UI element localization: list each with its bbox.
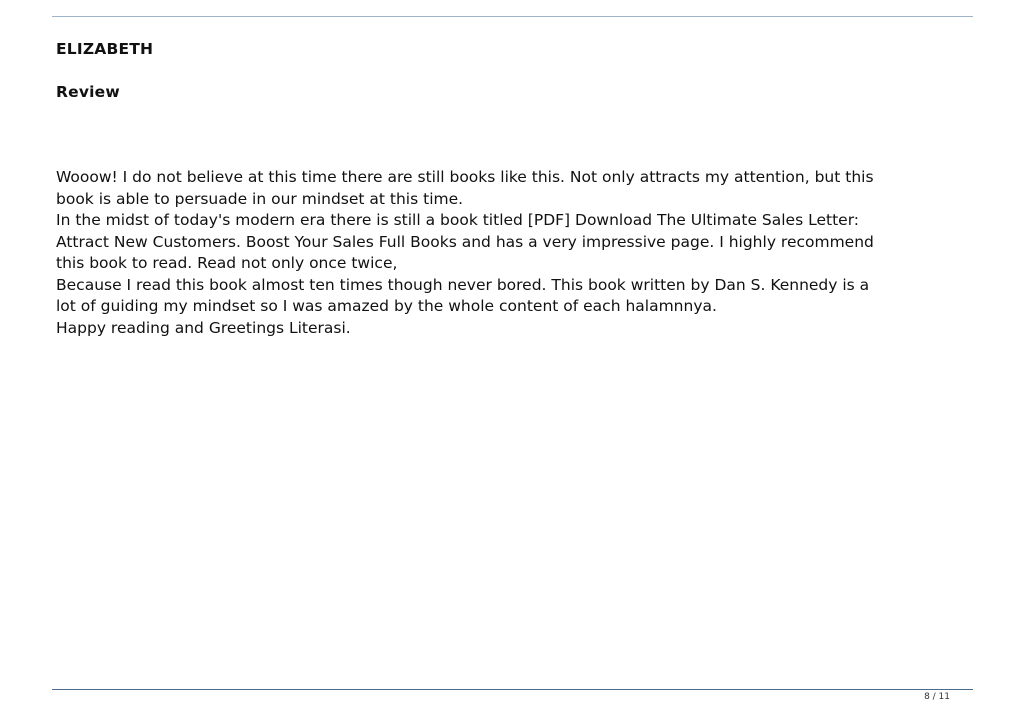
author-name: ELIZABETH [56,40,154,58]
review-text [56,167,971,339]
review-line: Attract New Customers. Boost Your Sales Full Books and has a very impressive page. I highly recommend [56,232,874,251]
review-line: this book to read. Read not only once twice, [56,254,398,272]
review-line: In the midst of today's modern era there is still a book titled [PDF] Download The Ultimate Sales Letter: [56,211,860,229]
footer-divider [52,689,973,690]
review-line: lot of guiding my mindset so I was amazed by the whole content of each halamnnya. [56,297,717,315]
review-line: Happy reading and Greetings Literasi. [56,318,351,337]
review-heading: Review [56,83,120,101]
header-divider [52,16,973,17]
review-line: book is able to persuade in our mindset at this time. [56,189,464,208]
review-line: Wooow! I do not believe at this time there are still books like this. Not only attracts my attention, but this [56,168,874,186]
page-number: 8 / 11 [924,692,950,702]
review-line: Because I read this book almost ten times though never bored. This book written by Dan S. Kennedy is a [56,275,870,294]
